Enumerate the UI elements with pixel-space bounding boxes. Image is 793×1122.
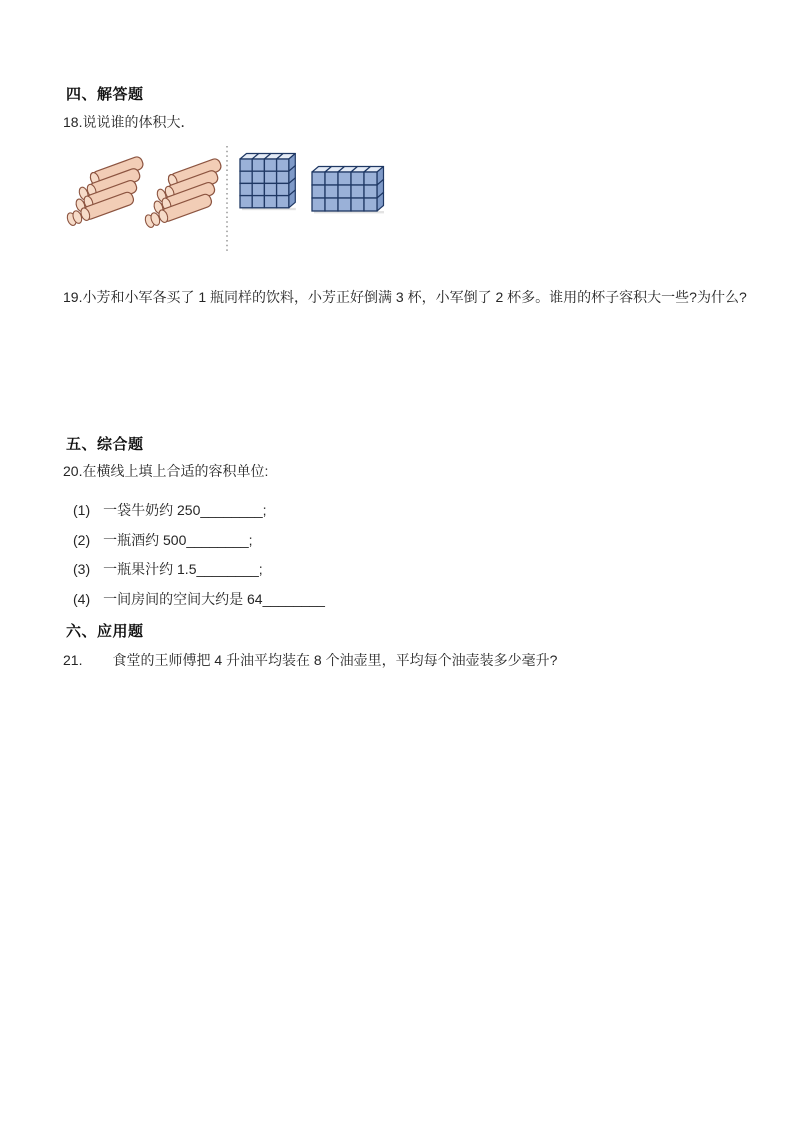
question-20-item-2 <box>73 530 253 550</box>
cube-block-2 <box>312 167 384 214</box>
stick-bundle-1 <box>63 155 155 226</box>
question-18-text: 18.说说谁的体积大． <box>63 114 195 130</box>
question-20-item-3 <box>73 559 263 579</box>
question-21-text <box>63 652 557 669</box>
item-text: 一袋牛奶约 250________; <box>103 502 267 518</box>
question-19-text: 19.小芳和小军各买了 1 瓶同样的饮料，小芳正好倒满 3 杯，小军倒了 2 杯多。谁用的杯子容积大一些?为什么? <box>63 289 747 305</box>
section-heading-6: 六、应用题 <box>66 623 144 640</box>
question-number: 21. <box>63 652 83 668</box>
item-label: (4) <box>73 591 91 607</box>
question-20-lead: 20.在横线上填上合适的容积单位: <box>63 463 269 479</box>
question-body: 食堂的王师傅把 4 升油平均装在 8 个油壶里，平均每个油壶装多少毫升? <box>112 652 558 668</box>
cube-block-1 <box>240 154 296 211</box>
question-20-item-1 <box>73 500 267 520</box>
section-heading-5: 五、综合题 <box>66 436 144 453</box>
question-18-figure <box>63 143 393 258</box>
item-label: (2) <box>73 532 91 548</box>
item-text: 一间房间的空间大约是 64________ <box>103 591 325 607</box>
question-20-item-4 <box>73 589 325 609</box>
stick-bundle-2 <box>133 157 232 228</box>
section-heading-4: 四、解答题 <box>66 86 144 103</box>
item-label: (3) <box>73 561 91 577</box>
item-label: (1) <box>73 502 91 518</box>
item-text: 一瓶果汁约 1.5________; <box>103 561 263 577</box>
item-text: 一瓶酒约 500________; <box>103 532 253 548</box>
